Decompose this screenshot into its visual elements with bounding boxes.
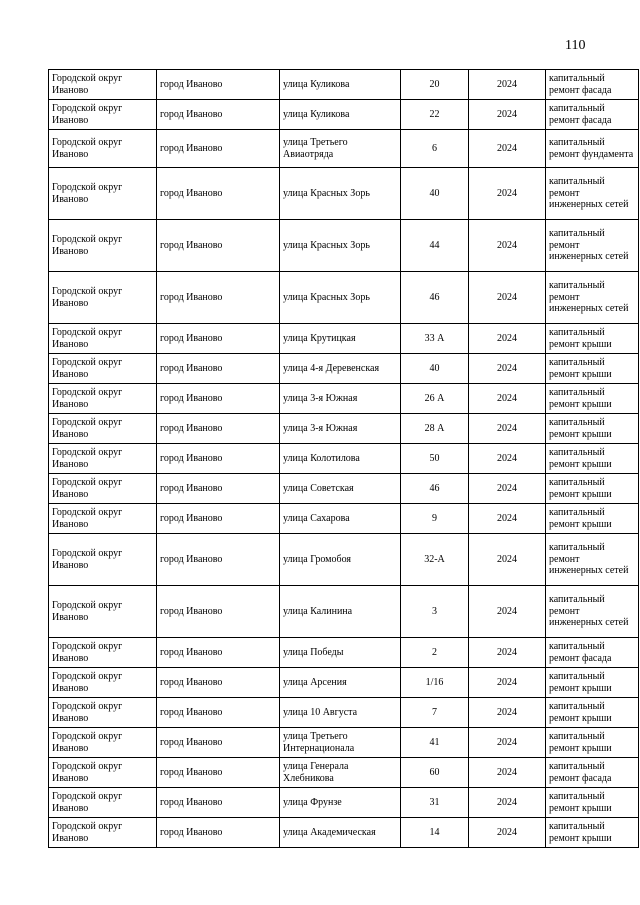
district-cell: Городской округ Иваново: [49, 354, 157, 384]
table-row: [49, 168, 639, 220]
house-number-cell: 40: [401, 354, 469, 384]
year-cell: 2024: [469, 728, 546, 758]
house-number-cell: 60: [401, 758, 469, 788]
city-cell: город Иваново: [157, 220, 280, 272]
year-cell: 2024: [469, 168, 546, 220]
work-type-cell: капитальный ремонт крыши: [546, 414, 639, 444]
house-number-cell: 14: [401, 818, 469, 848]
year-cell: 2024: [469, 504, 546, 534]
house-number-cell: 46: [401, 272, 469, 324]
house-number-cell: 26 А: [401, 384, 469, 414]
district-cell: Городской округ Иваново: [49, 444, 157, 474]
city-cell: город Иваново: [157, 534, 280, 586]
city-cell: город Иваново: [157, 100, 280, 130]
district-cell: Городской округ Иваново: [49, 130, 157, 168]
year-cell: 2024: [469, 220, 546, 272]
city-cell: город Иваново: [157, 504, 280, 534]
table-row: [49, 444, 639, 474]
city-cell: город Иваново: [157, 818, 280, 848]
city-cell: город Иваново: [157, 444, 280, 474]
work-type-cell: капитальный ремонт инженерных сетей: [546, 272, 639, 324]
year-cell: 2024: [469, 272, 546, 324]
city-cell: город Иваново: [157, 130, 280, 168]
street-cell: улица Красных Зорь: [280, 220, 401, 272]
year-cell: 2024: [469, 668, 546, 698]
work-type-cell: капитальный ремонт фасада: [546, 70, 639, 100]
district-cell: Городской округ Иваново: [49, 272, 157, 324]
table-row: [49, 668, 639, 698]
table-row: [49, 354, 639, 384]
table-row: [49, 788, 639, 818]
district-cell: Городской округ Иваново: [49, 70, 157, 100]
street-cell: улица Куликова: [280, 100, 401, 130]
work-type-cell: капитальный ремонт инженерных сетей: [546, 534, 639, 586]
work-type-cell: капитальный ремонт фасада: [546, 758, 639, 788]
table-row: [49, 384, 639, 414]
page-number: 110: [565, 38, 586, 53]
table-row: [49, 728, 639, 758]
year-cell: 2024: [469, 818, 546, 848]
city-cell: город Иваново: [157, 70, 280, 100]
table-row: [49, 474, 639, 504]
year-cell: 2024: [469, 414, 546, 444]
district-cell: Городской округ Иваново: [49, 504, 157, 534]
year-cell: 2024: [469, 474, 546, 504]
house-number-cell: 22: [401, 100, 469, 130]
street-cell: улица Колотилова: [280, 444, 401, 474]
year-cell: 2024: [469, 534, 546, 586]
city-cell: город Иваново: [157, 168, 280, 220]
district-cell: Городской округ Иваново: [49, 474, 157, 504]
table-row: [49, 504, 639, 534]
register-body: [49, 70, 639, 848]
city-cell: город Иваново: [157, 586, 280, 638]
city-cell: город Иваново: [157, 668, 280, 698]
district-cell: Городской округ Иваново: [49, 638, 157, 668]
year-cell: 2024: [469, 698, 546, 728]
house-number-cell: 2: [401, 638, 469, 668]
district-cell: Городской округ Иваново: [49, 220, 157, 272]
city-cell: город Иваново: [157, 698, 280, 728]
work-type-cell: капитальный ремонт крыши: [546, 474, 639, 504]
table-row: [49, 324, 639, 354]
year-cell: 2024: [469, 758, 546, 788]
street-cell: улица Фрунзе: [280, 788, 401, 818]
house-number-cell: 44: [401, 220, 469, 272]
city-cell: город Иваново: [157, 272, 280, 324]
work-type-cell: капитальный ремонт крыши: [546, 384, 639, 414]
house-number-cell: 7: [401, 698, 469, 728]
city-cell: город Иваново: [157, 788, 280, 818]
street-cell: улица Победы: [280, 638, 401, 668]
house-number-cell: 6: [401, 130, 469, 168]
work-type-cell: капитальный ремонт крыши: [546, 818, 639, 848]
street-cell: улица 4-я Деревенская: [280, 354, 401, 384]
year-cell: 2024: [469, 70, 546, 100]
district-cell: Городской округ Иваново: [49, 788, 157, 818]
street-cell: улица Академическая: [280, 818, 401, 848]
city-cell: город Иваново: [157, 474, 280, 504]
table-row: [49, 414, 639, 444]
street-cell: улица Советская: [280, 474, 401, 504]
street-cell: улица Крутицкая: [280, 324, 401, 354]
street-cell: улица Третьего Авиаотряда: [280, 130, 401, 168]
house-number-cell: 1/16: [401, 668, 469, 698]
street-cell: улица Генерала Хлебникова: [280, 758, 401, 788]
work-type-cell: капитальный ремонт фасада: [546, 638, 639, 668]
city-cell: город Иваново: [157, 414, 280, 444]
house-number-cell: 28 А: [401, 414, 469, 444]
table-row: [49, 70, 639, 100]
district-cell: Городской округ Иваново: [49, 698, 157, 728]
work-type-cell: капитальный ремонт крыши: [546, 728, 639, 758]
district-cell: Городской округ Иваново: [49, 414, 157, 444]
street-cell: улица Третьего Интернационала: [280, 728, 401, 758]
district-cell: Городской округ Иваново: [49, 534, 157, 586]
city-cell: город Иваново: [157, 638, 280, 668]
work-type-cell: капитальный ремонт инженерных сетей: [546, 586, 639, 638]
house-number-cell: 33 А: [401, 324, 469, 354]
district-cell: Городской округ Иваново: [49, 818, 157, 848]
house-number-cell: 40: [401, 168, 469, 220]
street-cell: улица Куликова: [280, 70, 401, 100]
street-cell: улица 3-я Южная: [280, 414, 401, 444]
year-cell: 2024: [469, 100, 546, 130]
year-cell: 2024: [469, 444, 546, 474]
table-row: [49, 272, 639, 324]
year-cell: 2024: [469, 384, 546, 414]
work-type-cell: капитальный ремонт инженерных сетей: [546, 220, 639, 272]
district-cell: Городской округ Иваново: [49, 668, 157, 698]
city-cell: город Иваново: [157, 354, 280, 384]
street-cell: улица Громобоя: [280, 534, 401, 586]
street-cell: улица Калинина: [280, 586, 401, 638]
city-cell: город Иваново: [157, 384, 280, 414]
house-number-cell: 46: [401, 474, 469, 504]
house-number-cell: 20: [401, 70, 469, 100]
street-cell: улица Арсения: [280, 668, 401, 698]
street-cell: улица 3-я Южная: [280, 384, 401, 414]
street-cell: улица 10 Августа: [280, 698, 401, 728]
work-type-cell: капитальный ремонт фундамента: [546, 130, 639, 168]
house-number-cell: 3: [401, 586, 469, 638]
district-cell: Городской округ Иваново: [49, 100, 157, 130]
house-number-cell: 50: [401, 444, 469, 474]
table-row: [49, 586, 639, 638]
house-number-cell: 9: [401, 504, 469, 534]
table-row: [49, 100, 639, 130]
street-cell: улица Сахарова: [280, 504, 401, 534]
year-cell: 2024: [469, 130, 546, 168]
street-cell: улица Красных Зорь: [280, 272, 401, 324]
district-cell: Городской округ Иваново: [49, 728, 157, 758]
street-cell: улица Красных Зорь: [280, 168, 401, 220]
work-type-cell: капитальный ремонт крыши: [546, 504, 639, 534]
house-number-cell: 41: [401, 728, 469, 758]
table-row: [49, 698, 639, 728]
district-cell: Городской округ Иваново: [49, 168, 157, 220]
district-cell: Городской округ Иваново: [49, 384, 157, 414]
work-type-cell: капитальный ремонт крыши: [546, 668, 639, 698]
city-cell: город Иваново: [157, 324, 280, 354]
house-number-cell: 32-А: [401, 534, 469, 586]
table-row: [49, 638, 639, 668]
year-cell: 2024: [469, 586, 546, 638]
year-cell: 2024: [469, 638, 546, 668]
table-row: [49, 758, 639, 788]
district-cell: Городской округ Иваново: [49, 758, 157, 788]
table-row: [49, 534, 639, 586]
work-type-cell: капитальный ремонт крыши: [546, 324, 639, 354]
city-cell: город Иваново: [157, 728, 280, 758]
repair-register-table: [48, 69, 639, 848]
year-cell: 2024: [469, 788, 546, 818]
table-row: [49, 818, 639, 848]
table-row: [49, 130, 639, 168]
work-type-cell: капитальный ремонт инженерных сетей: [546, 168, 639, 220]
city-cell: город Иваново: [157, 758, 280, 788]
year-cell: 2024: [469, 324, 546, 354]
district-cell: Городской округ Иваново: [49, 586, 157, 638]
work-type-cell: капитальный ремонт крыши: [546, 698, 639, 728]
work-type-cell: капитальный ремонт крыши: [546, 444, 639, 474]
table-row: [49, 220, 639, 272]
work-type-cell: капитальный ремонт фасада: [546, 100, 639, 130]
district-cell: Городской округ Иваново: [49, 324, 157, 354]
work-type-cell: капитальный ремонт крыши: [546, 354, 639, 384]
house-number-cell: 31: [401, 788, 469, 818]
year-cell: 2024: [469, 354, 546, 384]
work-type-cell: капитальный ремонт крыши: [546, 788, 639, 818]
